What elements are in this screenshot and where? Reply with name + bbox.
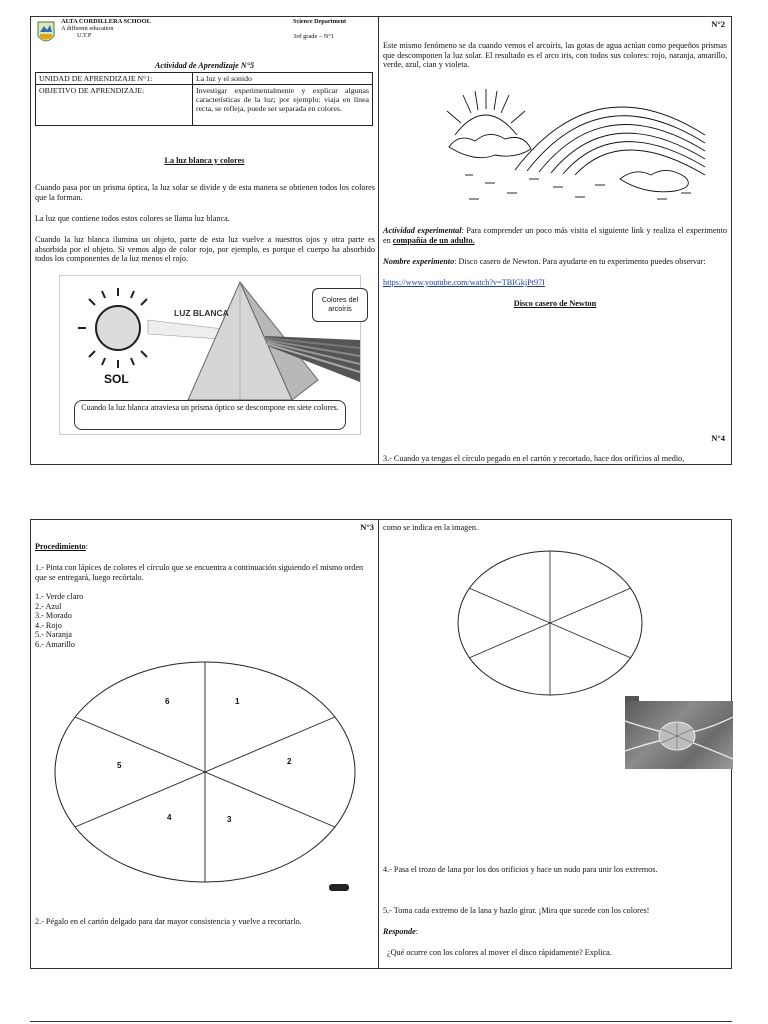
video-link[interactable]: https://www.youtube.com/watch?v=TBIGkjPt97I [383, 278, 545, 287]
rainbow-illustration [445, 75, 711, 205]
color-item: 1.- Verde claro [35, 592, 84, 601]
step-1: 1.- Pinta con lápices de colores el círculo que se encuentra a continuación siguiendo el mismo orden que se entregará, luego recórtalo. [35, 563, 364, 582]
unit-value: La luz y el sonido [193, 73, 373, 85]
page-1 [31, 17, 378, 464]
color-item: 3.- Morado [35, 611, 72, 621]
blank-disk [455, 548, 645, 698]
school-name: ALTA CORDILLERA SCHOOL [61, 18, 151, 25]
step-5: 5.- Toma cada extremo de la lana y hazlo girar. ¡Mira que sucede con los colores! [383, 906, 650, 915]
prism-caption: Cuando la luz blanca atraviesa un prisma óptico se descompone en siete colores. [74, 400, 346, 430]
answer-heading: Responde: [383, 927, 419, 936]
segment-number: 4 [167, 813, 172, 822]
page-number-4: N°4 [711, 433, 725, 443]
answer-label: Responde [383, 927, 416, 936]
page-4 [379, 520, 731, 968]
paragraph-absorption: Cuando la luz blanca ilumina un objeto, parte de esta luz vuelve a nuestros ojos y otra parte es absorbida por el objeto. Si vemos algo de color rojo, por ejemplo, es porque el cuerpo ha absorbido todos los componentes de la luz menos el rojo. [35, 235, 375, 264]
question: ¿Qué ocurre con los colores al mover el disco rápidamente? Explica. [387, 948, 612, 957]
unit-label: UNIDAD DE APRENDIZAJE N°1: [36, 73, 193, 85]
numbered-disk[interactable] [47, 652, 367, 902]
activity-text: : Para comprender un poco más visita el siguiente link y realiza el experimento en [383, 226, 727, 245]
objective-label: OBJETIVO DE APRENDIZAJE: [36, 85, 193, 126]
segment-number: 3 [227, 815, 232, 824]
segment-number: 6 [165, 697, 170, 706]
sun-icon [78, 288, 158, 368]
step-3: 3.- Cuando ya tengas el círculo pegado en el cartón y recortado, hace dos orificios al medio, [383, 454, 685, 463]
objective-value: Investigar experimentalmente y explicar algunas características de la luz; por ejemplo: viaja en línea recta, se refleja, puede ser separada en colores. [193, 85, 373, 126]
activity-paragraph [383, 226, 727, 245]
department: Science Department [293, 18, 347, 25]
step-4: 4.- Pasa el trozo de lana por los dos orificios y hace un nudo para unir los extremos. [383, 865, 658, 874]
sun-label: SOL [104, 372, 129, 386]
paragraph-white-light: La luz que contiene todos estos colores se llama luz blanca. [35, 214, 230, 223]
activity-emphasis: compañía de un adulto. [392, 235, 475, 245]
sun-icon [447, 89, 525, 135]
segment-number: 1 [235, 697, 240, 706]
color-item: 6.- Amarillo [35, 639, 76, 649]
page-3 [31, 520, 378, 968]
procedure-label: Procedimiento [35, 542, 86, 551]
bottom-sheet [30, 519, 732, 969]
spinning-disk-icon [625, 701, 733, 769]
step-3-continued: como se indica en la imagen. [383, 523, 479, 532]
segment-number: 2 [287, 757, 292, 766]
page-number-2: N°2 [711, 19, 725, 29]
color-list [35, 592, 83, 650]
experiment-label: Nombre experimento [383, 257, 455, 266]
school-logo [36, 20, 56, 46]
section-title: La luz blanca y colores [164, 156, 245, 165]
segment-number: 5 [117, 761, 122, 770]
colors-label: Colores del arcoíris [312, 288, 368, 322]
photo-tab [625, 696, 639, 701]
rainbow-paragraph: Este mismo fenómeno se da cuando vemos el arcoíris, las gotas de agua actúan como pequeños prismas que descomponen la luz solar. El resultado es el arco iris, con todos sus colores: rojo, naranja, amarillo, verde, azul, cian y violeta. [383, 41, 727, 70]
color-item: 5.- Naranja [35, 630, 72, 640]
activity-title: Actividad de Aprendizaje N°5 [154, 61, 255, 70]
page-bottom-rule [30, 1021, 732, 1022]
color-item: 2.- Azul [35, 601, 62, 611]
learning-table [35, 72, 373, 126]
light-label: LUZ BLANCA [174, 308, 229, 318]
page-2 [379, 17, 731, 464]
color-item: 4.- Rojo [35, 620, 62, 630]
activity-label: Actividad experimental [383, 226, 462, 235]
disk-title: Disco casero de Newton [513, 299, 597, 308]
paragraph-prism: Cuando pasa por un prisma óptica, la luz solar se divide y de esta manera se obtienen todos los colores que la forman. [35, 183, 375, 202]
experiment-text: : Disco casero de Newton. Para ayudarte en tu experimento puedes observar: [454, 257, 706, 266]
procedure-heading: Procedimiento: [35, 542, 89, 551]
top-sheet [30, 16, 732, 465]
experiment-paragraph [383, 257, 727, 267]
grade: 3rd grade – N°1 [293, 33, 335, 40]
step-2: 2.- Pégalo en el cartón delgado para dar mayor consistencia y vuelve a recortarlo. [35, 917, 302, 926]
page-number-3: N°3 [360, 522, 374, 532]
cc-badge-icon [329, 884, 349, 891]
disk-photo [625, 701, 733, 769]
school-tagline: A different education [61, 25, 114, 32]
school-unit: U.T.P [77, 32, 92, 39]
